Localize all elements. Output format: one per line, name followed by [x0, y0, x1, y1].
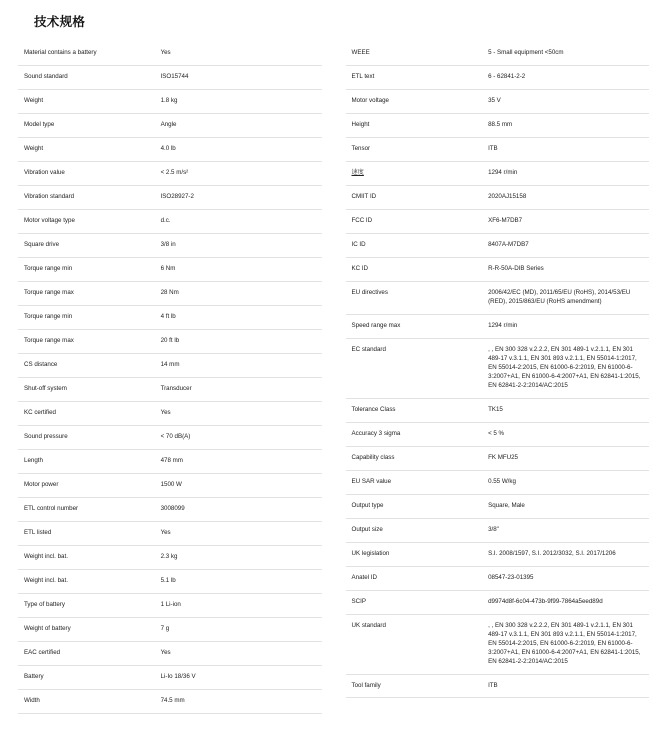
spec-value: d.c. — [160, 216, 171, 224]
spec-key: Length — [24, 456, 43, 464]
spec-value: 28 Nm — [160, 288, 179, 296]
spec-value: S.I. 2008/1597, S.I. 2012/3032, S.I. 2017/1206 — [488, 549, 616, 557]
spec-value: 2020AJ15158 — [488, 192, 527, 200]
table-row — [18, 353, 322, 377]
table-row — [18, 401, 322, 425]
spec-value: Yes — [160, 408, 171, 416]
spec-key: EU SAR value — [351, 477, 392, 485]
spec-value: Transducer — [160, 384, 192, 392]
spec-key: Material contains a battery — [24, 49, 97, 56]
spec-value: , , EN 300 328 v.2.2.2, EN 301 489-1 v.2.1.1, EN 301 489-17 v.3.1.1, EN 301 893 v.2.1.1, EN 55014-1:2017, EN 55014-2:2015, EN 61000-6-2:2019, EN 61000-6-3:2007+A1, EN 61000-6-4:2007+A1, EN 62841-1:2015, EN 62841-2-2:2014/AC:2015 — [488, 621, 641, 665]
spec-value: 6 - 62841-2-2 — [488, 72, 526, 80]
spec-key: Output size — [351, 525, 383, 533]
spec-value: < 2.5 m/s² — [160, 168, 189, 176]
table-row — [18, 569, 322, 593]
spec-value: 1294 r/min — [488, 168, 518, 176]
spec-table-right-body — [346, 42, 650, 698]
table-row — [18, 65, 322, 89]
spec-key: Square drive — [24, 240, 60, 248]
spec-key: Tolerance Class — [351, 405, 396, 413]
table-row — [346, 161, 650, 185]
spec-key: Weight — [24, 144, 44, 152]
page-title: 技术规格 — [34, 15, 86, 29]
spec-key: 速度 — [351, 168, 364, 176]
table-row — [18, 137, 322, 161]
spec-value: 0.55 W/kg — [488, 477, 516, 485]
spec-key: Tensor — [351, 144, 371, 152]
spec-key: Torque range min — [24, 312, 73, 320]
spec-key: IC ID — [351, 240, 366, 248]
spec-key: ETL listed — [24, 528, 52, 536]
spec-table-left — [18, 42, 322, 714]
spec-key: Anatel ID — [351, 573, 377, 581]
spec-value: R-R-50A-DIB Series — [488, 264, 544, 272]
table-row — [18, 377, 322, 401]
spec-table-right — [346, 42, 650, 698]
table-row — [346, 65, 650, 89]
spec-value: < 5 % — [488, 429, 505, 437]
spec-value: 478 mm — [160, 456, 183, 464]
spec-value: 6 Nm — [160, 264, 176, 272]
table-row — [18, 281, 322, 305]
table-row — [346, 257, 650, 281]
table-row — [346, 674, 650, 698]
spec-key: UK legislation — [351, 549, 390, 557]
table-row — [346, 338, 650, 398]
spec-value: Li-Io 18/36 V — [160, 672, 196, 680]
spec-key: Torque range min — [24, 264, 73, 272]
spec-value: 5.1 lb — [160, 576, 176, 584]
table-row — [346, 209, 650, 233]
spec-value: XF6-M7DB7 — [488, 216, 523, 224]
spec-key: Height — [351, 120, 370, 128]
spec-value: 1500 W — [160, 480, 182, 488]
spec-key: ETL text — [351, 72, 375, 80]
table-row — [18, 425, 322, 449]
table-row — [346, 542, 650, 566]
table-row — [346, 470, 650, 494]
spec-value: TK15 — [488, 405, 503, 413]
spec-key: Torque range max — [24, 336, 74, 344]
spec-key: KC certified — [24, 408, 56, 416]
table-row — [346, 614, 650, 674]
spec-value: ITB — [488, 681, 498, 689]
spec-value: 4.0 lb — [160, 144, 176, 152]
spec-key: Motor voltage type — [24, 216, 75, 224]
spec-key: Type of battery — [24, 600, 65, 608]
spec-column-right — [346, 42, 650, 698]
spec-value: 4 ft lb — [160, 312, 176, 320]
table-row — [18, 473, 322, 497]
spec-key: Weight incl. bat. — [24, 576, 68, 584]
spec-key: CMIIT ID — [351, 192, 377, 200]
spec-key: Shut-off system — [24, 384, 67, 392]
spec-key: SCIP — [351, 597, 366, 605]
spec-key: Sound standard — [24, 72, 68, 80]
spec-value: ISO28927-2 — [160, 192, 194, 200]
spec-value: 2.3 kg — [160, 552, 178, 560]
spec-key: Capability class — [351, 453, 395, 461]
spec-value: Angle — [160, 120, 177, 128]
table-row — [346, 42, 650, 65]
table-row — [18, 233, 322, 257]
spec-value: 3008099 — [160, 504, 185, 512]
spec-key: Model type — [24, 120, 55, 128]
table-row — [18, 593, 322, 617]
spec-value: Yes — [160, 49, 171, 56]
table-row — [346, 185, 650, 209]
table-row — [18, 689, 322, 713]
spec-value: 88.5 mm — [488, 120, 513, 128]
spec-key: Torque range max — [24, 288, 74, 296]
spec-value: 74.5 mm — [160, 696, 185, 704]
spec-key: WEEE — [351, 49, 370, 56]
table-row — [18, 665, 322, 689]
spec-key: EU directives — [351, 288, 388, 296]
table-row — [346, 113, 650, 137]
table-row — [346, 446, 650, 470]
table-row — [346, 566, 650, 590]
spec-key: KC ID — [351, 264, 369, 272]
table-row — [346, 422, 650, 446]
table-row — [18, 521, 322, 545]
spec-key: Accuracy 3 sigma — [351, 429, 401, 437]
table-row — [346, 398, 650, 422]
spec-value: , , EN 300 328 v.2.2.2, EN 301 489-1 v.2.1.1, EN 301 489-17 v.3.1.1, EN 301 893 v.2.1.1, EN 55014-1:2017, EN 55014-2:2015, EN 61000-6-2:2019, EN 61000-6-3:2007+A1, EN 61000-6-4:2007+A1, EN 62841-1:2015, EN 62841-2-2:2014/AC:2015 — [488, 345, 641, 389]
spec-key: Weight incl. bat. — [24, 552, 68, 560]
spec-value: 1294 r/min — [488, 321, 518, 329]
table-row — [346, 314, 650, 338]
spec-table-left-body — [18, 42, 322, 713]
table-row — [346, 137, 650, 161]
table-row — [18, 617, 322, 641]
spec-key: Output type — [351, 501, 384, 509]
spec-key: UK standard — [351, 621, 386, 629]
spec-value: 8407A-M7DB7 — [488, 240, 529, 248]
table-row — [346, 89, 650, 113]
spec-key: Motor voltage — [351, 96, 389, 104]
table-row — [18, 257, 322, 281]
spec-value: FK MFU25 — [488, 453, 518, 461]
spec-key: Weight — [24, 96, 44, 104]
spec-value: 20 ft lb — [160, 336, 180, 344]
table-row — [18, 329, 322, 353]
table-row — [18, 89, 322, 113]
table-row — [18, 641, 322, 665]
table-row — [18, 209, 322, 233]
spec-value: Yes — [160, 648, 171, 656]
spec-value: Square, Male — [488, 501, 525, 509]
table-row — [18, 185, 322, 209]
table-row — [346, 281, 650, 314]
spec-key: Vibration standard — [24, 192, 75, 200]
spec-key: Vibration value — [24, 168, 65, 176]
spec-value: ISO15744 — [160, 72, 189, 80]
spec-key: EC standard — [351, 345, 386, 353]
table-row — [18, 545, 322, 569]
spec-key: Weight of battery — [24, 624, 71, 632]
spec-value: 1 Li-ion — [160, 600, 181, 608]
spec-columns — [18, 42, 649, 714]
table-row — [18, 161, 322, 185]
spec-key: CS distance — [24, 360, 58, 368]
spec-value: d9974d8f-6c04-473b-9f99-7864a5eed89d — [488, 597, 603, 605]
table-row — [346, 494, 650, 518]
spec-value: 7 g — [160, 624, 170, 632]
spec-value: 14 mm — [160, 360, 180, 368]
spec-value: 3/8" — [488, 525, 499, 533]
spec-value: < 70 dB(A) — [160, 432, 191, 440]
table-row — [18, 497, 322, 521]
spec-value: 3/8 in — [160, 240, 176, 248]
spec-column-left — [18, 42, 322, 714]
spec-key: Speed range max — [351, 321, 401, 329]
spec-key: Width — [24, 696, 40, 704]
spec-value: Yes — [160, 528, 171, 536]
spec-value: 2006/42/EC (MD), 2011/65/EU (RoHS), 2014/53/EU (RED), 2015/863/EU (RoHS amendment) — [488, 288, 631, 305]
spec-value: ITB — [488, 144, 498, 152]
spec-key: EAC certified — [24, 648, 61, 656]
table-row — [346, 233, 650, 257]
spec-value: 08547-23-01395 — [488, 573, 534, 581]
spec-value: 5 - Small equipment <50cm — [488, 49, 564, 56]
spec-value: 35 V — [488, 96, 501, 104]
spec-key: Battery — [24, 672, 44, 680]
spec-key: ETL control number — [24, 504, 79, 512]
table-row — [18, 305, 322, 329]
table-row — [18, 449, 322, 473]
table-row — [18, 113, 322, 137]
table-row — [346, 590, 650, 614]
spec-value: 1.8 kg — [160, 96, 178, 104]
table-row — [18, 42, 322, 65]
table-row — [346, 518, 650, 542]
spec-key: FCC ID — [351, 216, 373, 224]
spec-key: Sound pressure — [24, 432, 68, 440]
spec-key: Motor power — [24, 480, 59, 488]
spec-key: Tool family — [351, 681, 381, 689]
